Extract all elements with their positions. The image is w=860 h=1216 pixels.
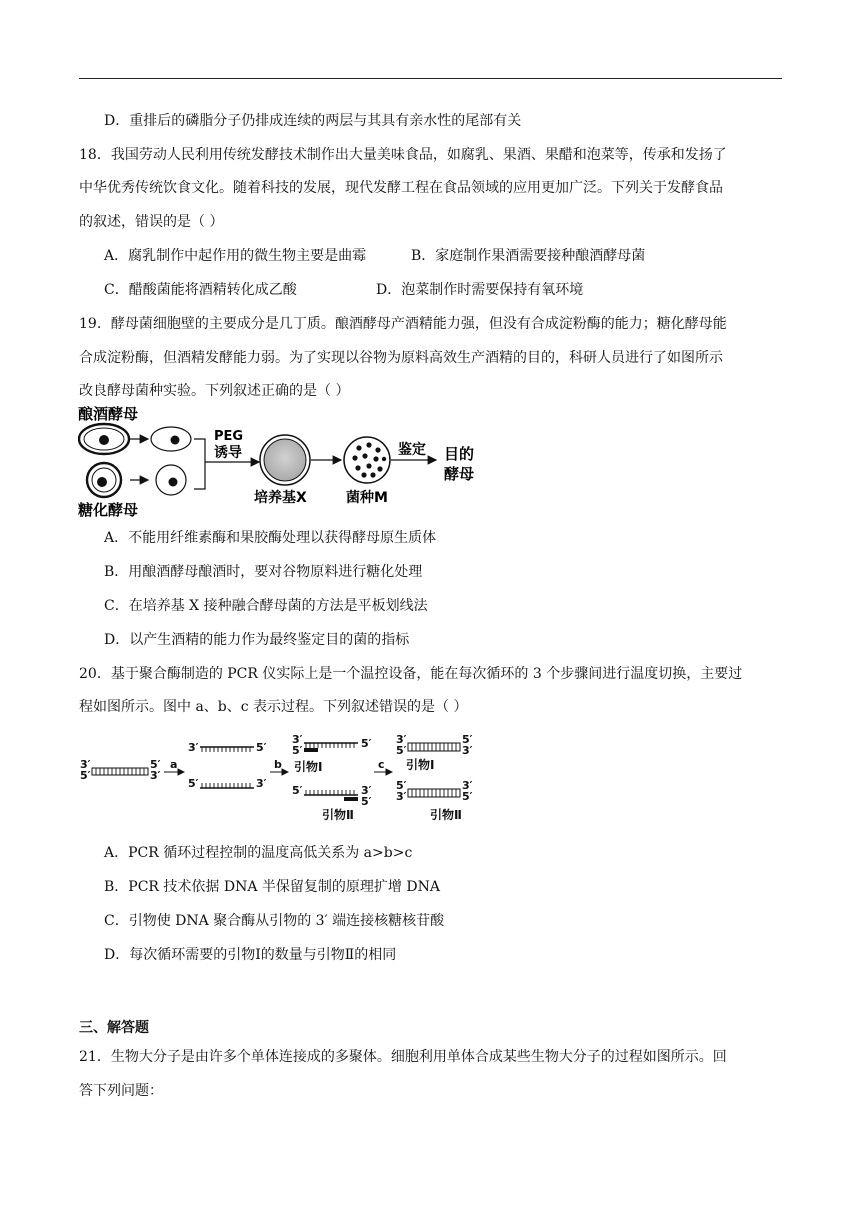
section-3-heading: 三、解答题	[79, 1020, 149, 1036]
yeast2-label: 糖化酵母	[78, 501, 139, 519]
identify-label: 鉴定	[398, 442, 426, 458]
q19-option-b: B．用酿酒酵母酿酒时，要对谷物原料进行糖化处理	[104, 564, 423, 580]
yeast1-label: 酿酒酵母	[78, 405, 139, 423]
q17-option-d: D．重排后的磷脂分子仍排成连续的两层与其具有亲水性的尾部有关	[104, 113, 522, 129]
svg-text:3′: 3′	[462, 744, 473, 757]
svg-text:3′: 3′	[462, 779, 473, 792]
target-label-1: 目的	[444, 445, 475, 463]
primer-1-block	[304, 748, 318, 752]
q20-option-c: C．引物使 DNA 聚合酶从引物的 3′ 端连接核糖核苷酸	[104, 913, 445, 929]
svg-text:3′: 3′	[396, 790, 407, 803]
q21-stem-line-2: 答下列问题：	[79, 1083, 163, 1099]
q19-stem-line-3: 改良酵母菌种实验。下列叙述正确的是（ ）	[79, 383, 350, 399]
nucleus-icon	[99, 435, 109, 445]
svg-text:3′: 3′	[188, 741, 199, 754]
nucleus-icon	[97, 477, 107, 487]
q18-option-a: A．腐乳制作中起作用的微生物主要是曲霉	[104, 248, 367, 264]
q18-option-d: D．泡菜制作时需要保持有氧环境	[376, 282, 584, 298]
q20-stem-line-1: 20．基于聚合酶制造的 PCR 仪实际上是一个温控设备，能在每次循环的 3 个步骤间进行温度切换，主要过	[79, 666, 743, 682]
primer-2-label-final: 引物Ⅱ	[430, 808, 462, 822]
nucleus-icon	[171, 436, 180, 445]
svg-text:3′: 3′	[150, 769, 161, 782]
pcr-process-diagram	[78, 731, 478, 827]
svg-text:5′: 5′	[361, 737, 372, 750]
step-c-label: c	[378, 758, 385, 771]
strain-m-label: 菌种M	[346, 490, 388, 506]
nucleus-icon	[169, 478, 178, 487]
svg-text:5′: 5′	[361, 795, 372, 808]
primer-1-label-final: 引物Ⅰ	[406, 758, 435, 772]
svg-text:5′: 5′	[396, 779, 407, 792]
q20-option-d: D．每次循环需要的引物Ⅰ的数量与引物Ⅱ的相同	[104, 947, 397, 963]
q19-option-a: A．不能用纤维素酶和果胶酶处理以获得酵母原生质体	[104, 530, 437, 546]
peg-label: PEG	[214, 429, 244, 444]
svg-text:3′: 3′	[396, 733, 407, 746]
q18-stem-line-2: 中华优秀传统饮食文化。随着科技的发展，现代发酵工程在食品领域的应用更加广泛。下列关于发酵食品	[79, 180, 723, 196]
svg-text:5′: 5′	[256, 741, 267, 754]
svg-text:3′: 3′	[80, 758, 91, 771]
q18-stem-line-3: 的叙述，错误的是（ ）	[79, 214, 224, 230]
induce-label: 诱导	[214, 445, 242, 461]
header-rule	[79, 78, 782, 79]
svg-text:5′: 5′	[462, 790, 473, 803]
primer-2-block	[344, 797, 358, 801]
svg-text:3′: 3′	[361, 784, 372, 797]
q20-option-a: A．PCR 循环过程控制的温度高低关系为 a>b>c	[104, 845, 413, 861]
step-a-label: a	[170, 758, 178, 771]
q18-option-b: B．家庭制作果酒需要接种酿酒酵母菌	[411, 248, 646, 264]
q19-option-c: C．在培养基 X 接种融合酵母菌的方法是平板划线法	[104, 598, 428, 614]
primer-2-label: 引物Ⅱ	[322, 808, 354, 822]
q20-stem-line-2: 程如图所示。图中 a、b、c 表示过程。下列叙述错误的是（ ）	[79, 699, 468, 715]
svg-text:5′: 5′	[80, 769, 91, 782]
q19-stem-line-1: 19．酵母菌细胞壁的主要成分是几丁质。酿酒酵母产酒精能力强，但没有合成淀粉酶的能力；糖化酵母能	[79, 316, 727, 332]
target-label-2: 酵母	[444, 465, 475, 483]
q18-stem-line-1: 18．我国劳动人民利用传统发酵技术制作出大量美味食品，如腐乳、果酒、果醋和泡菜等，传承和发扬了	[79, 147, 727, 163]
q18-option-c: C．醋酸菌能将酒精转化成乙酸	[104, 282, 297, 298]
primer-1-label: 引物Ⅰ	[294, 760, 323, 774]
step-b-label: b	[274, 758, 282, 771]
q20-option-b: B．PCR 技术依据 DNA 半保留复制的原理扩增 DNA	[104, 879, 440, 895]
q21-stem-line-1: 21．生物大分子是由许多个单体连接成的多聚体。细胞利用单体合成某些生物大分子的过程如图所示。回	[79, 1049, 727, 1065]
yeast-fusion-diagram	[78, 402, 498, 520]
svg-text:3′: 3′	[292, 733, 303, 746]
q19-stem-line-2: 合成淀粉酶，但酒精发酵能力弱。为了实现以谷物为原料高效生产酒精的目的，科研人员进行了如图所示	[79, 350, 723, 366]
svg-text:5′: 5′	[188, 777, 199, 790]
svg-text:3′: 3′	[256, 777, 267, 790]
svg-text:5′: 5′	[150, 758, 161, 771]
svg-text:5′: 5′	[292, 744, 303, 757]
svg-text:5′: 5′	[292, 784, 303, 797]
svg-text:5′: 5′	[396, 744, 407, 757]
q19-option-d: D．以产生酒精的能力作为最终鉴定目的菌的指标	[104, 632, 410, 648]
medium-x-label: 培养基X	[254, 490, 307, 506]
svg-text:5′: 5′	[462, 733, 473, 746]
